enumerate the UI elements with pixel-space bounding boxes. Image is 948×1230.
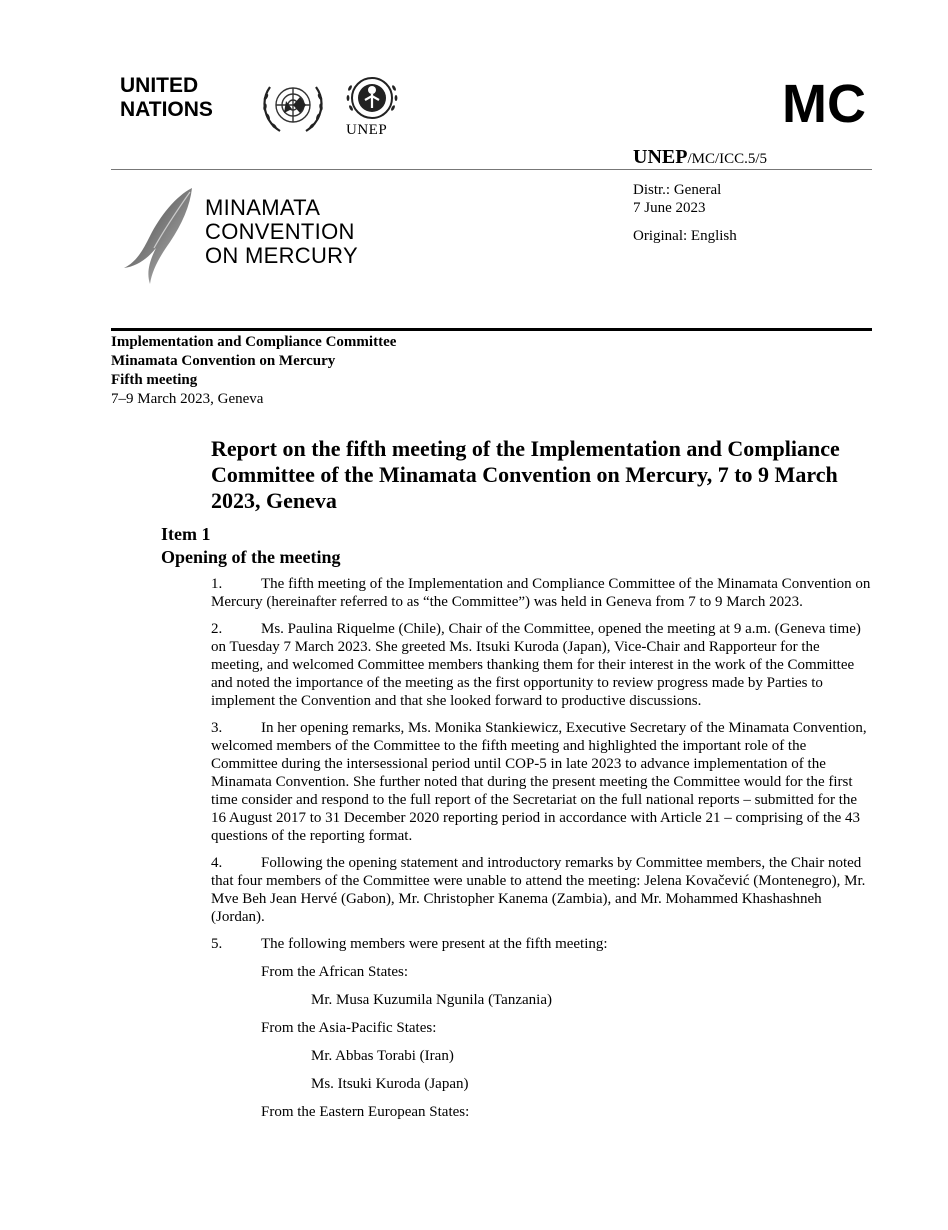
paragraph	[211, 575, 871, 611]
paragraph-text: Ms. Paulina Riquelme (Chile), Chair of the Committee, opened the meeting at 9 a.m. (Geneva time) on Tuesday 7 March 2023. She greeted Ms. Itsuki Kuroda (Japan), Vice-Chair and Rapporteur for the meeting, and welcomed Committee members thanking them for their interest in the work of the Committee and noted the importance of the meeting as the first opportunity to review progress made by Parties to implement the Convention and that she looked forward to productive discussions.	[211, 620, 861, 710]
report-body	[211, 575, 871, 1131]
paragraph	[211, 719, 871, 846]
issue-date: 7 June 2023	[633, 200, 706, 216]
paragraph-number: 4.	[211, 854, 223, 871]
paragraph-number: 5.	[211, 935, 223, 952]
distribution-type: Distr.: General	[633, 182, 722, 198]
document-title: Report on the fifth meeting of the Implementation and Compliance Committee of the Minamata Convention on Mercury, 7 to 9 March 2023, Geneva	[211, 436, 840, 513]
org-line-2: NATIONS	[120, 98, 213, 121]
committee-name: Implementation and Compliance Committee	[111, 334, 397, 350]
logo-line-1: MINAMATA	[205, 195, 321, 220]
original-language: Original: English	[633, 228, 737, 244]
distribution-block	[633, 181, 737, 245]
member-entry: Ms. Itsuki Kuroda (Japan)	[311, 1076, 469, 1093]
document-symbol	[633, 146, 767, 169]
logo-line-2: CONVENTION	[205, 219, 355, 244]
minamata-feather-logo	[120, 186, 200, 286]
region-label-eastern-european: From the Eastern European States:	[261, 1104, 470, 1121]
member-entry: Mr. Musa Kuzumila Ngunila (Tanzania)	[311, 991, 552, 1008]
paragraph	[211, 620, 871, 710]
paragraph	[211, 854, 871, 926]
united-nations-wordmark	[120, 74, 213, 122]
region-label-african: From the African States:	[261, 963, 409, 980]
paragraph-text: The fifth meeting of the Implementation and Compliance Committee of the Minamata Convention on Mercury (hereinafter referred to as “the Committee”) was held in Geneva from 7 to 9 March 2023.	[211, 576, 871, 611]
org-line-1: UNITED	[120, 74, 199, 97]
header-divider	[111, 169, 872, 170]
collection-code: MC	[782, 74, 866, 134]
item-number: Item 1	[161, 524, 211, 544]
paragraph-number: 1.	[211, 576, 223, 592]
meeting-number: Fifth meeting	[111, 372, 198, 388]
symbol-prefix: UNEP	[633, 146, 688, 168]
meeting-dates: 7–9 March 2023, Geneva	[111, 391, 264, 407]
symbol-suffix: /MC/ICC.5/5	[687, 151, 768, 167]
section-divider	[111, 328, 872, 331]
paragraph-text: In her opening remarks, Ms. Monika Stankiewicz, Executive Secretary of the Minamata Convention, welcomed members of the Committee to the fifth meeting and highlighted the important role of the Committee during the intersessional period until COP-5 in late 2023 to advance implementation of the Minamata Convention. She further noted that during the present meeting the Committee would for the first time consider and respond to the full report of the Secretariat on the full national reports – submitted for the 16 August 2017 to 31 December 2020 reporting period in accordance with Article 21 – comprising of the 43 questions of the reporting format.	[211, 719, 867, 845]
paragraph	[211, 935, 871, 953]
paragraph-text: The following members were present at the fifth meeting:	[261, 935, 608, 952]
member-entry: Mr. Abbas Torabi (Iran)	[311, 1048, 454, 1065]
paragraph-text: Following the opening statement and introductory remarks by Committee members, the Chair noted that four members of the Committee were unable to attend the meeting: Jelena Kovačević (Montenegro), Mr. Mve Beh Jean Hervé (Gabon), Mr. Christopher Kanema (Zambia), and Mr. Mohammed Khashashneh (Jordan).	[211, 854, 866, 926]
item-title: Opening of the meeting	[161, 547, 341, 567]
item-heading	[161, 523, 341, 569]
minamata-logo-text	[205, 196, 358, 268]
convention-name: Minamata Convention on Mercury	[111, 353, 336, 369]
committee-block	[111, 333, 396, 409]
unep-emblem-icon	[342, 74, 402, 124]
unep-label: UNEP	[346, 122, 388, 138]
logo-line-3: ON MERCURY	[205, 243, 358, 268]
paragraph-number: 3.	[211, 719, 223, 736]
region-label-asia-pacific: From the Asia-Pacific States:	[261, 1019, 437, 1036]
paragraph-number: 2.	[211, 620, 223, 637]
un-emblem-icon	[256, 75, 330, 139]
